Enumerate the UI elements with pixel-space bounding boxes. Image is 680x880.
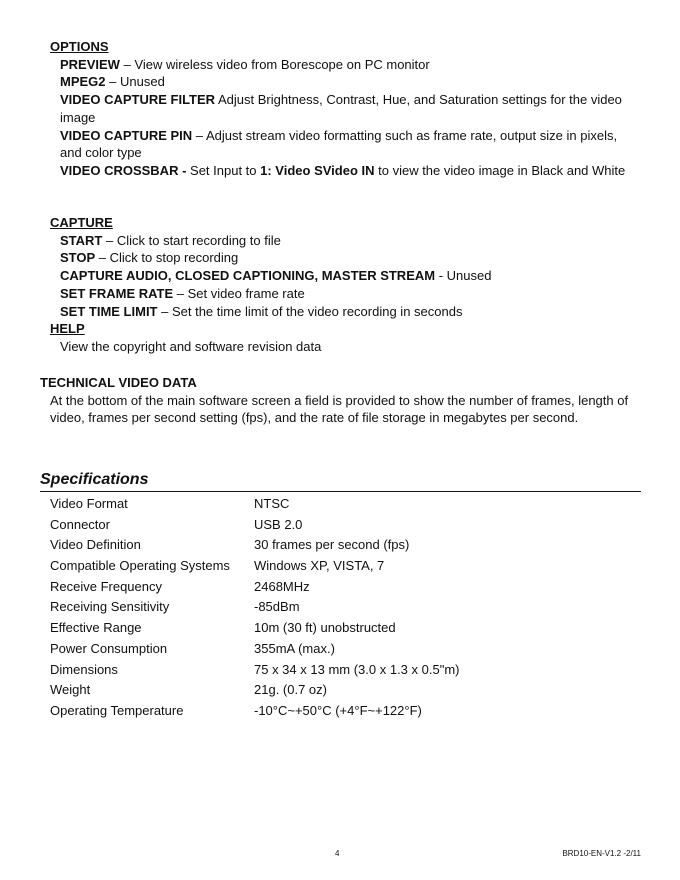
option-separator: – [102, 232, 117, 248]
spec-row [50, 556, 610, 577]
option-term: VIDEO CAPTURE FILTER [60, 92, 216, 108]
spec-label: Receive Frequency [50, 578, 162, 594]
capture-section [0, 214, 680, 356]
option-term: VIDEO CROSSBAR - [60, 163, 187, 179]
option-description: Adjust stream video formatting such as frame rate, output size in pixels, and color type [60, 127, 618, 161]
capture-audio-cc-master [60, 267, 642, 285]
option-term: CAPTURE AUDIO, CLOSED CAPTIONING, MASTER STREAM [60, 268, 436, 284]
capture-set-time-limit [60, 303, 642, 321]
help-text: View the copyright and software revision data [60, 338, 322, 354]
option-term: VIDEO CAPTURE PIN [60, 127, 193, 143]
document-code: BRD10-EN-V1.2 -2/11 [562, 849, 641, 858]
spec-value: -10°C~+50°C (+4°F~+122°F) [254, 702, 422, 718]
option-separator: – [95, 250, 110, 266]
spec-row [50, 535, 610, 556]
capture-start [60, 232, 642, 250]
option-term: SET TIME LIMIT [60, 303, 158, 319]
spec-value: Windows XP, VISTA, 7 [254, 558, 385, 574]
option-term: STOP [60, 250, 96, 266]
option-video-capture-pin [60, 127, 642, 163]
option-description: Click to start recording to file [116, 232, 281, 248]
option-video-crossbar [60, 162, 642, 180]
spec-value: USB 2.0 [254, 516, 303, 532]
specifications-heading: Specifications [40, 470, 641, 492]
option-separator: – [105, 74, 120, 90]
spec-value: 75 x 34 x 13 mm (3.0 x 1.3 x 0.5"m) [254, 661, 460, 677]
option-term: SET FRAME RATE [60, 285, 174, 301]
spec-row [50, 597, 610, 618]
option-video-capture-filter [60, 91, 642, 127]
spec-label: Receiving Sensitivity [50, 599, 170, 615]
technical-heading: TECHNICAL VIDEO DATA [40, 375, 197, 390]
option-description: Adjust Brightness, Contrast, Hue, and Saturation settings for the video image [60, 92, 622, 125]
option-description: Click to stop recording [109, 250, 239, 266]
option-description: Set Input to [186, 163, 261, 179]
option-description: Set the time limit of the video recording in seconds [171, 303, 463, 319]
capture-stop [60, 249, 642, 267]
spec-value: 30 frames per second (fps) [254, 537, 410, 553]
option-description: View wireless video from Borescope on PC monitor [134, 56, 430, 72]
spec-row [50, 618, 610, 639]
spec-row [50, 680, 610, 701]
options-heading: OPTIONS [50, 39, 109, 54]
spec-row [50, 515, 610, 536]
technical-video-data-section [0, 374, 680, 427]
page-number: 4 [335, 849, 340, 858]
option-separator: – [119, 56, 135, 72]
spec-label: Weight [50, 682, 91, 698]
option-description: Unused [119, 74, 165, 90]
option-description: to view the video image in Black and White [374, 163, 626, 179]
spec-label: Video Definition [50, 537, 141, 553]
spec-label: Power Consumption [50, 640, 168, 656]
spec-label: Operating Temperature [50, 702, 184, 718]
option-term: START [60, 232, 103, 248]
spec-value: NTSC [254, 496, 290, 511]
spec-label: Effective Range [50, 620, 142, 636]
option-preview [60, 56, 642, 74]
option-separator: – [173, 285, 188, 301]
option-term: MPEG2 [60, 74, 106, 90]
option-separator: - [435, 268, 447, 284]
option-description: Set video frame rate [187, 285, 305, 301]
crossbar-input-name: 1: Video SVideo IN [260, 163, 375, 179]
option-mpeg2 [60, 73, 642, 91]
spec-label: Dimensions [50, 661, 118, 677]
capture-heading: CAPTURE [50, 215, 113, 230]
spec-value: 10m (30 ft) unobstructed [254, 620, 396, 636]
option-term: PREVIEW [60, 56, 120, 72]
option-separator: – [157, 303, 172, 319]
spec-row [50, 577, 610, 598]
technical-text: At the bottom of the main software screen a field is provided to show the number of frames, length of video, frames per second setting (fps), and the rate of file storage in megabytes per second. [50, 392, 629, 426]
spec-row [50, 639, 610, 660]
options-section [0, 38, 680, 180]
spec-row [50, 494, 610, 515]
help-heading: HELP [50, 321, 85, 337]
specifications-table [50, 494, 610, 722]
option-separator: – [192, 127, 206, 143]
spec-row [50, 660, 610, 681]
spec-value: 2468MHz [254, 578, 310, 594]
spec-label: Compatible Operating Systems [50, 558, 230, 574]
spec-label: Connector [50, 516, 110, 532]
option-description: Unused [446, 268, 492, 284]
capture-set-frame-rate [60, 285, 642, 303]
spec-value: 355mA (max.) [254, 640, 335, 656]
spec-row [50, 701, 610, 722]
spec-value: 21g. (0.7 oz) [254, 682, 327, 698]
spec-value: -85dBm [254, 599, 300, 615]
spec-label: Video Format [50, 496, 128, 511]
